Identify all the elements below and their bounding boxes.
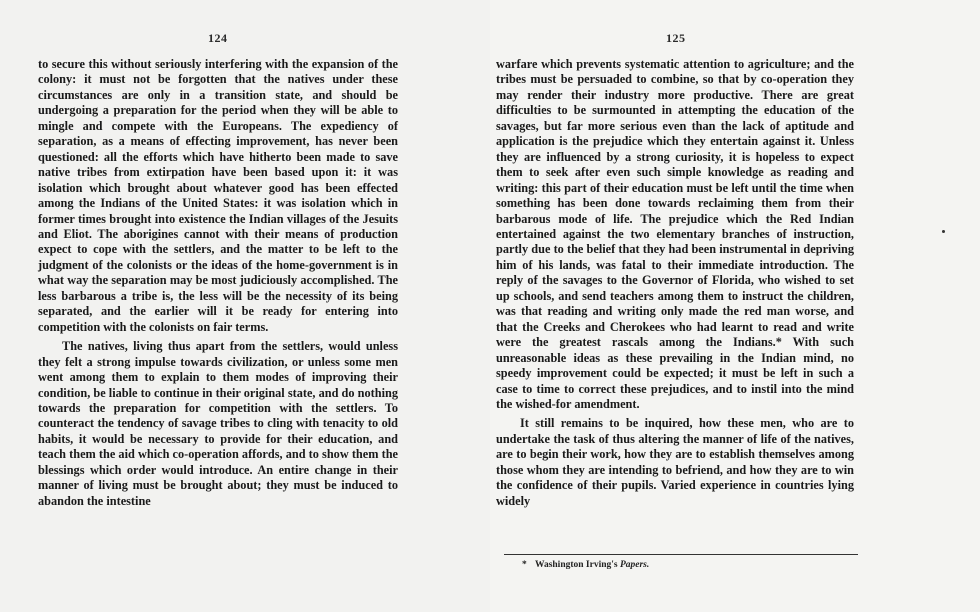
footnote-rule bbox=[504, 554, 858, 555]
paragraph: warfare which prevents systematic attention to agriculture; and the tribes must be persuaded to combine, so that by co-operation they may render their industry more productive. There are great difficulties to be surmounted in attempting the education of the savages, but far more serious even than the lack of aptitude and application is the prejudice which they entertain against it. Unless they are influenced by a strong curiosity, it is hopeless to expect them to seek after even such simple knowledge as reading and writing: this part of their education must be left until the time when something has been done towards reclaiming them from their barbarous mode of life. The prejudice which the Red Indian entertained against the two elementary branches of instruction, partly due to the belief that they had been instrumental in depriving him of his lands, was fatal to their immediate introduction. The reply of the savages to the Governor of Florida, who wished to set up schools, and send teachers among them to instruct the children, was that reading and writing only made the red man worse, and that the Creeks and Cherokees who had learnt to read and write were the greatest rascals among the Indians.* With such unreasonable ideas as these prevailing in the Indian mind, no speedy improvement could be expected; it must be left in such a case to time to correct these prejudices, and to instil into the mind the wished-for amendment. bbox=[496, 57, 854, 411]
scan-speck bbox=[942, 230, 945, 233]
page-body bbox=[496, 57, 854, 509]
footnote-title: Papers. bbox=[619, 560, 650, 570]
footnote-author: Washington Irving's bbox=[534, 560, 618, 570]
page-number: 125 bbox=[666, 31, 686, 45]
page-body bbox=[38, 57, 398, 509]
right-page bbox=[490, 0, 980, 612]
footnote bbox=[522, 560, 649, 570]
paragraph: The natives, living thus apart from the settlers, would unless they felt a strong impulse towards civilization, or unless some men went among them to explain to them modes of improving their condition, be liable to continue in their original state, and do nothing towards the preparation for competition with the settlers. To counteract the tendency of savage tribes to cling with tenacity to old habits, it would be necessary to provide for their education, and teach them the aid which co-operation affords, and to show them the blessings which order would introduce. An entire change in their manner of living must be brought about; they must be induced to abandon the intestine bbox=[38, 339, 398, 508]
page-number: 124 bbox=[208, 31, 228, 45]
paragraph: It still remains to be inquired, how these men, who are to undertake the task of thus altering the manner of life of the natives, are to begin their work, how they are to establish themselves among those whom they are intending to befriend, and how they are to win the confidence of their pupils. Varied experience in countries lying widely bbox=[496, 416, 854, 508]
footnote-mark: * bbox=[522, 560, 527, 570]
paragraph: to secure this without seriously interfering with the expansion of the colony: it must not be forgotten that the natives under these circumstances are only in a transition state, and should be undergoing a preparation for the period when they will be able to mingle and compete with the Europeans. The expediency of separation, as a means of effecting improvement, has never been questioned: all the efforts which have hitherto been made to save native tribes from extirpation have been based upon it: it was isolation which brought about whatever good has been effected among the Indians of the United States: it was isolation which in former times brought into existence the Indian villages of the Jesuits and Eliot. The aborigines cannot with their means of production expect to cope with the settlers, and the matter to be left to the judgment of the colonists or the ideas of the home-government is in what way the separation may be most judiciously accomplished. The less barbarous a tribe is, the less will be the necessity of its being separated, and the earlier will it be ready for entering into competition with the colonists on fair terms. bbox=[38, 57, 398, 334]
